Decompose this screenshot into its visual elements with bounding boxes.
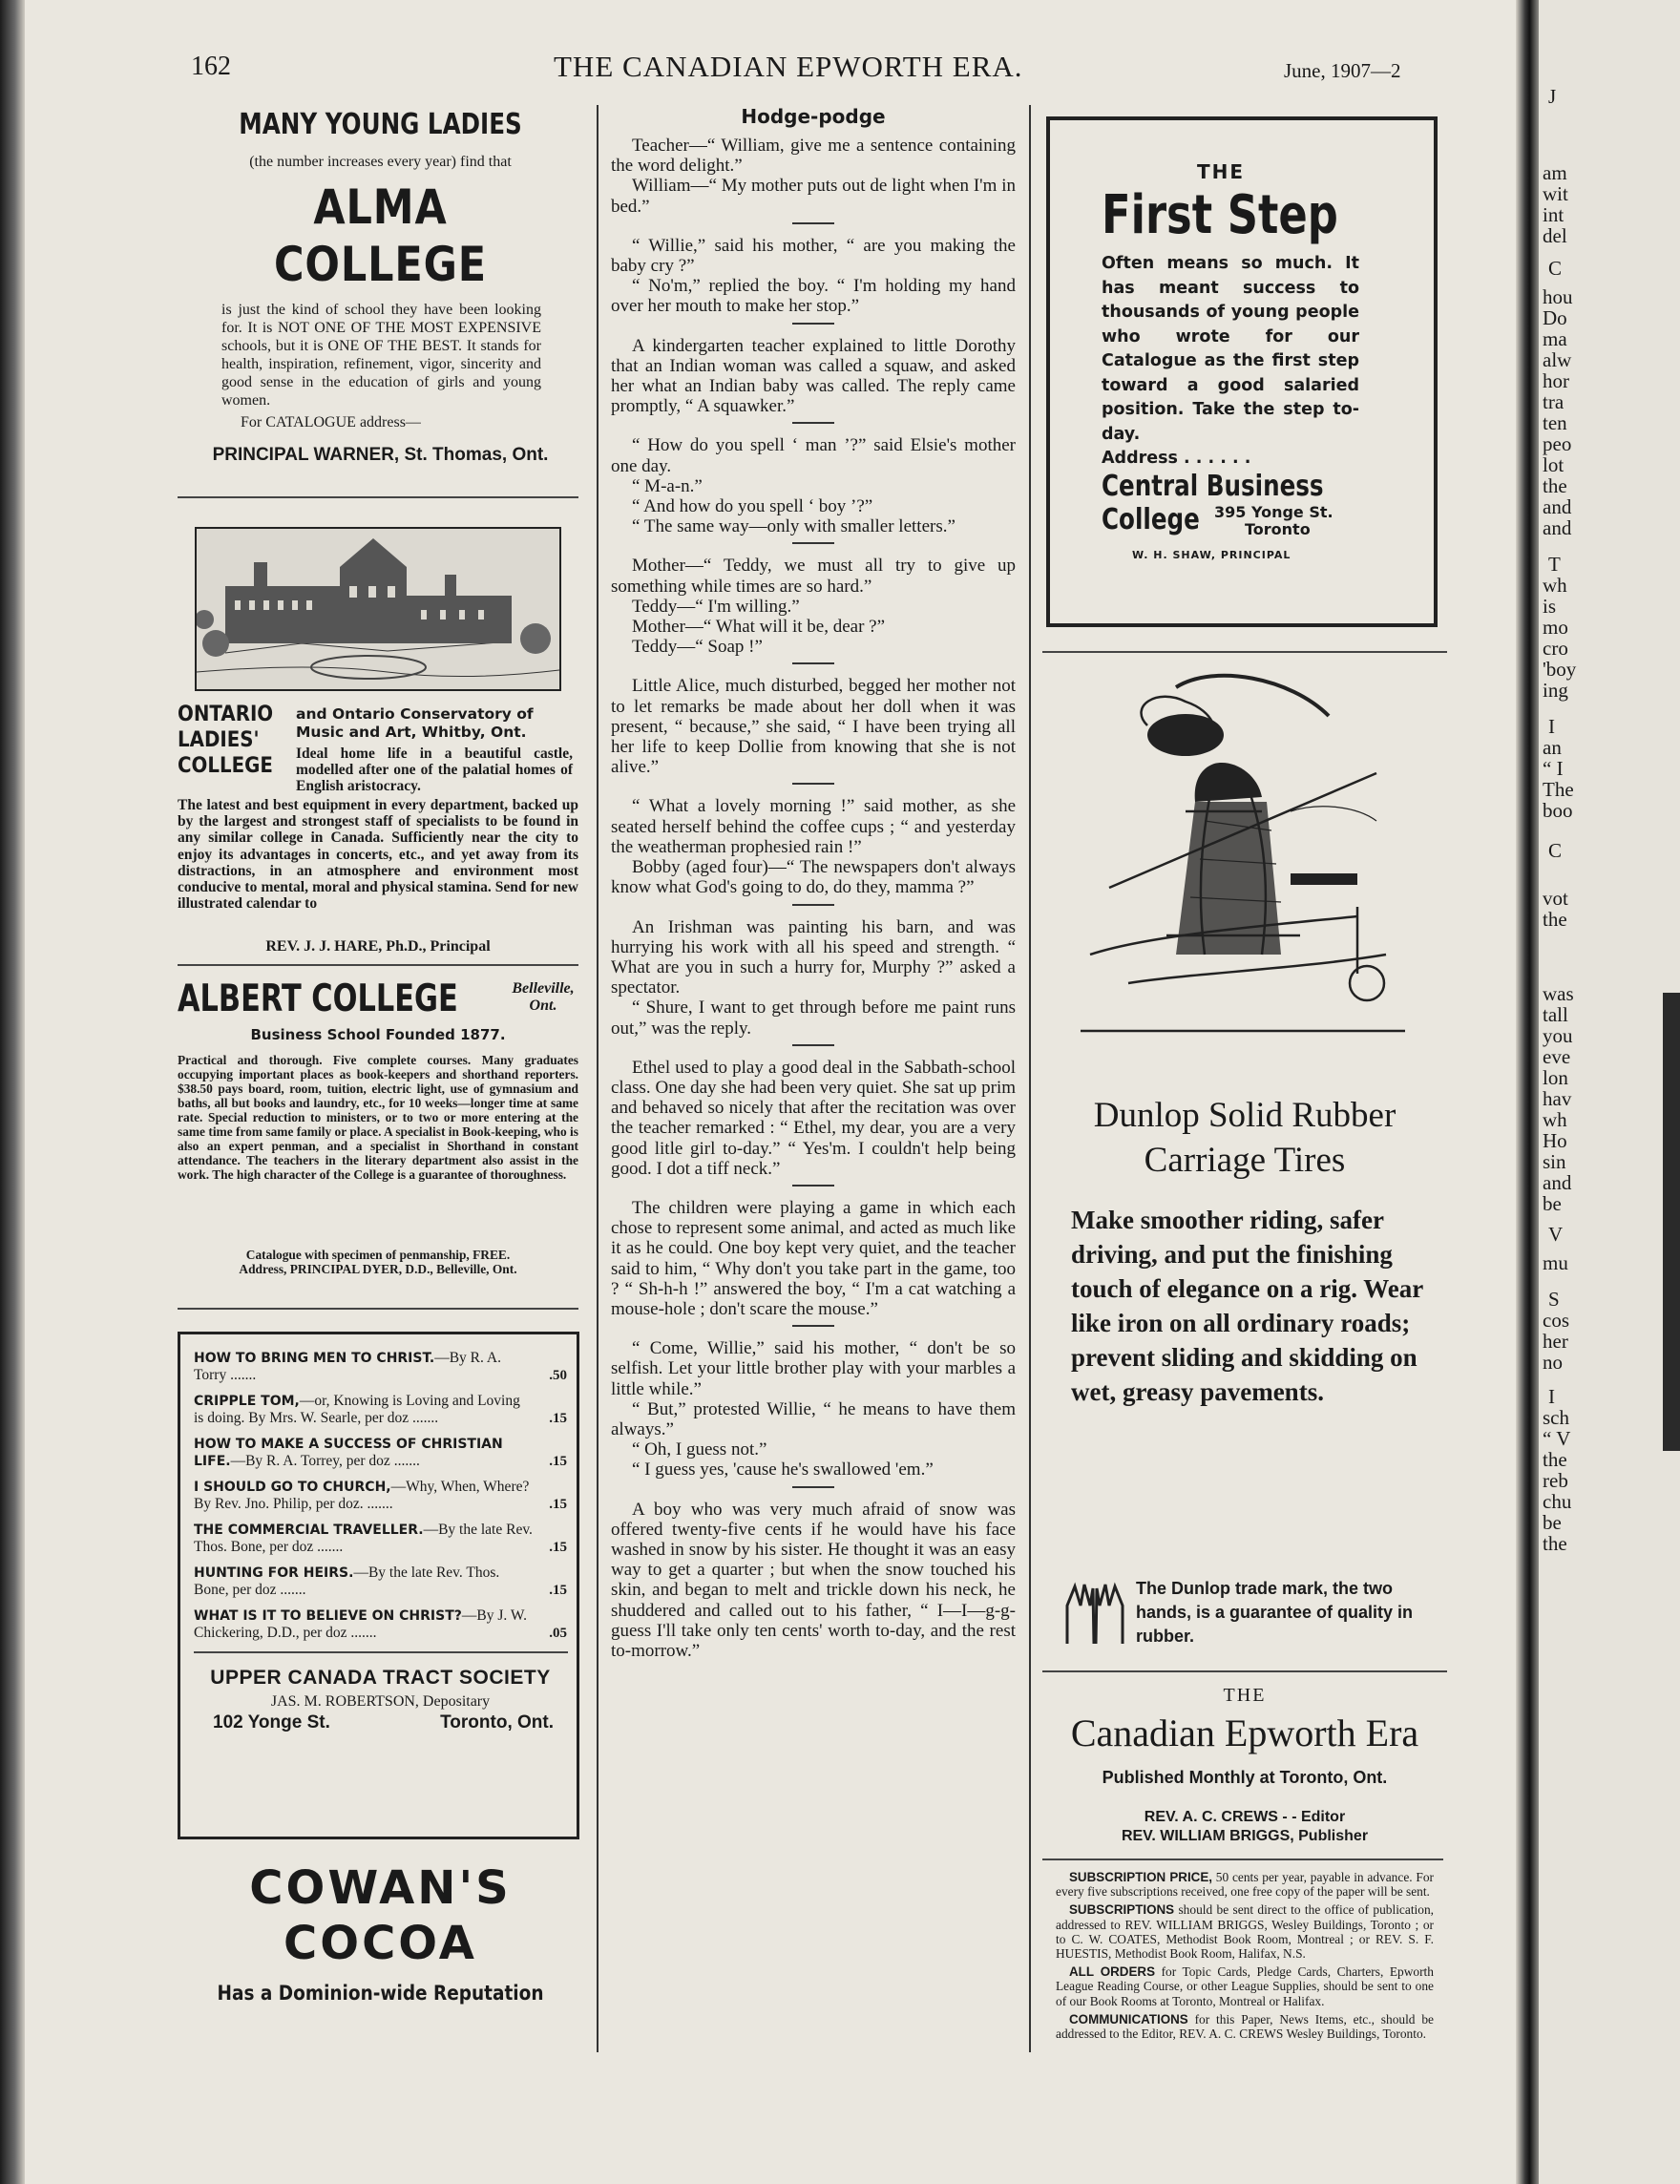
tract-item	[194, 1479, 567, 1513]
joke-paragraph: “ I guess yes, 'cause he's swallowed 'em.”	[632, 1460, 934, 1480]
joke-paragraph: “ Oh, I guess not.”	[632, 1439, 767, 1460]
adjacent-page-text-fragment: tall	[1543, 1003, 1568, 1026]
adjacent-page-text-fragment: I	[1548, 1385, 1555, 1408]
era-fine-print	[1056, 1870, 1434, 2041]
tract-address: 102 Yonge St.	[213, 1712, 330, 1732]
divider	[1042, 651, 1447, 653]
joke-paragraph: Little Alice, much disturbed, begged her mother not to let remarks be made about her doll when it was present, “ because,” she said, “ I have been trying all her life to keep Dollie from knowing that she is not alive.”	[611, 676, 1016, 778]
joke-paragraph: Mother—“ What will it be, dear ?”	[632, 617, 886, 638]
adjacent-page-text-fragment: am	[1543, 161, 1567, 184]
first-step-college2: College	[1102, 503, 1200, 536]
tract-item	[194, 1436, 567, 1470]
tract-depositary: JAS. M. ROBERTSON, Depositary	[270, 1693, 491, 1710]
adjacent-page-text-fragment: Ho	[1543, 1129, 1567, 1152]
two-hands-icon	[1061, 1577, 1128, 1651]
adjacent-page-text-fragment: Do	[1543, 306, 1567, 329]
adjacent-page-photo-edge	[1663, 993, 1680, 1451]
tract-author: —Why, When, Where? By Rev. Jno. Philip, per doz. .......	[194, 1479, 530, 1512]
joke-paragraph: A kindergarten teacher explained to little Dorothy that an Indian woman was called a squaw, and asked her what an Indian baby was called. The reply came promptly, “ A squawker.”	[611, 335, 1016, 417]
adjacent-page-text-fragment: is	[1543, 595, 1557, 618]
adjacent-page-text-fragment: boo	[1543, 799, 1573, 822]
alma-catalogue: For CATALOGUE address—	[241, 414, 421, 430]
hodge-podge-title: Hodge-podge	[741, 105, 886, 128]
adjacent-page-text-fragment: wh	[1543, 1108, 1567, 1131]
ontario-name: ONTARIO LADIES' COLLEGE	[178, 703, 274, 778]
issue-date: June, 1907—2	[1284, 59, 1401, 82]
era-subs-label: SUBSCRIPTIONS	[1069, 1902, 1175, 1918]
alma-name: ALMA COLLEGE	[274, 179, 487, 292]
adjacent-page-text-fragment: you	[1543, 1024, 1573, 1047]
tract-price: .15	[549, 1454, 567, 1469]
adjacent-page-text-fragment: S	[1548, 1288, 1560, 1311]
tract-author: —By R. A. Torrey, per doz .......	[230, 1453, 420, 1469]
joke	[611, 1198, 1016, 1319]
adjacent-page-text-fragment: was	[1543, 982, 1574, 1005]
era-publisher: REV. WILLIAM BRIGGS, Publisher	[1121, 1828, 1369, 1844]
adjacent-page-text-fragment: lot	[1543, 453, 1564, 476]
first-step-the: THE	[1197, 160, 1246, 183]
era-editor: REV. A. C. CREWS - - Editor	[1144, 1809, 1346, 1825]
adjacent-page-text-fragment: be	[1543, 1192, 1562, 1215]
right-binding-shadow	[1516, 0, 1539, 2184]
first-step-body: Often means so much. It has meant success to thousands of young people who wrote for our Catalogue as the first step toward a good salaried position. Take the step to-day.	[1102, 254, 1359, 444]
divider	[178, 964, 578, 966]
hodge-podge-jokes	[611, 136, 1016, 1661]
adjacent-page-text-fragment: be	[1543, 1511, 1562, 1534]
joke-paragraph: Teddy—“ Soap !”	[632, 637, 763, 658]
adjacent-page-text-fragment: peo	[1543, 432, 1572, 455]
ontario-subtitle: and Ontario Conservatory of Music and Art, Whitby, Ont.	[296, 705, 534, 741]
adjacent-page-text-fragment: J	[1548, 85, 1557, 108]
joke-paragraph: Bobby (aged four)—“ The newspapers don't always know what God's going to do, do they, mamma ?”	[611, 857, 1016, 898]
albert-place: Belleville, Ont.	[512, 980, 575, 1014]
tract-author: —By the late Rev. Thos. Bone, per doz .......	[194, 1522, 533, 1555]
era-sub-label: SUBSCRIPTION PRICE,	[1069, 1870, 1212, 1884]
adjacent-page-text-fragment: int	[1543, 203, 1564, 226]
era-published: Published Monthly at Toronto, Ont.	[1102, 1768, 1388, 1787]
dunlop-trademark	[1061, 1577, 1443, 1658]
joke	[611, 1058, 1016, 1179]
masthead: THE CANADIAN EPWORTH ERA.	[554, 50, 1023, 83]
alma-subhead: (the number increases every year) find that	[249, 154, 512, 170]
joke-paragraph: “ Come, Willie,” said his mother, “ don't be so selfish. Let your little brother play with your marbles a little while.”	[611, 1338, 1016, 1399]
adjacent-page-text-fragment: tra	[1543, 390, 1564, 413]
first-step-title: First Step	[1102, 184, 1338, 246]
adjacent-page-text-fragment: and	[1543, 1171, 1572, 1194]
tract-title: HOW TO MAKE A SUCCESS OF CHRISTIAN LIFE.	[194, 1437, 503, 1469]
adjacent-page-text-fragment: alw	[1543, 348, 1572, 371]
joke-paragraph: Ethel used to play a good deal in the Sabbath-school class. One day she had been very quiet. She sat up prim and behaved so nicely that after the recitation was over the teacher remarked : “ Ethel, my dear, you are a very good litle girl to-day.” “ Yes'm. I couldn't help being good. I dot a tiff neck.”	[611, 1057, 1016, 1179]
first-step-ad	[1046, 116, 1438, 627]
albert-body: Practical and thorough. Five complete courses. Many graduates occupying important places as book-keepers and shorthand reporters. $38.50 pays board, room, tuition, electric light, use of gymnasium and baths, all but books and laundry, etc., for 10 weeks—longer time at same rate. Special reduction to ministers, or to two or more entering at the same time from same family or place. A specialist in Book-keeping, who is also an expert penman, and a specialist in Shorthand in constant attendance. The teachers in the literary department also assist in the work. The high character of the College is a guarantee of thoroughness.	[178, 1053, 578, 1182]
era-orders-text: for Topic Cards, Pledge Cards, Charters, Epworth League Reading Course, or other League Supplies, should be sent to one of our Book Rooms at Toronto, Montreal or Halifax.	[1056, 1964, 1434, 2008]
joke	[611, 676, 1016, 777]
adjacent-page-text-fragment: cro	[1543, 637, 1568, 660]
era-comm-label: COMMUNICATIONS	[1069, 2011, 1188, 2026]
hodge-podge-column	[611, 105, 1016, 1661]
tract-author: —By the late Rev. Thos. Bone, per doz .......	[194, 1564, 500, 1598]
era-sub-text: 50 cents per year, payable in advance. For every five subscriptions received, one free copy of the paper will be sent.	[1056, 1870, 1434, 1900]
adjacent-page-text-fragment: C	[1548, 257, 1563, 280]
dunlop-heading-line1: Dunlop Solid Rubber	[1093, 1096, 1396, 1135]
tract-author: —or, Knowing is Loving and Loving is doing. By Mrs. W. Searle, per doz .......	[194, 1393, 520, 1426]
adjacent-page-text-fragment: sch	[1543, 1406, 1569, 1429]
dunlop-heading-line2: Carriage Tires	[1144, 1141, 1346, 1180]
joke-separator	[792, 542, 834, 544]
adjacent-page-text-fragment: “ V	[1543, 1427, 1571, 1450]
joke-separator	[792, 222, 834, 224]
adjacent-page-text-fragment: sin	[1543, 1150, 1566, 1173]
first-step-principal: W. H. SHAW, PRINCIPAL	[1132, 549, 1292, 561]
joke-paragraph: “ What a lovely morning !” said mother, as she seated herself behind the coffee cups ; “ and yesterday the weatherman prophesied rain !”	[611, 796, 1016, 857]
divider	[178, 496, 578, 498]
adjacent-page-text-fragment: wh	[1543, 574, 1567, 597]
cowan-tagline: Has a Dominion-wide Reputation	[217, 1982, 544, 2005]
joke-paragraph: Mother—“ Teddy, we must all try to give up something while times are so hard.”	[611, 556, 1016, 597]
adjacent-page-text-fragment: mo	[1543, 616, 1568, 639]
adjacent-page-text-fragment: eve	[1543, 1045, 1571, 1068]
tract-price: .15	[549, 1497, 567, 1512]
ontario-contact: REV. J. J. HARE, Ph.D., Principal	[265, 938, 491, 955]
adjacent-page-text-fragment: I	[1548, 715, 1555, 738]
adjacent-page-text-fragment: hor	[1543, 369, 1569, 392]
joke-paragraph: The children were playing a game in which each chose to represent some animal, and acted as much like it as he could. One boy kept very quiet, and the teacher said to him, “ Why don't you take part in the game, too ? “ Sh-h-h !” answered the boy, “ I'm a cat watching a mouse-hole ; don't scare the mouse.”	[611, 1197, 1016, 1319]
joke	[611, 136, 1016, 217]
alma-body: is just the kind of school they have been looking for. It is NOT ONE OF THE MOST EXPENSIVE schools, but it is ONE OF THE BEST. It stands for health, inspiration, refinement, vigor, sincerity and good sense in the education of girls and young women.	[221, 302, 541, 409]
adjacent-page-text-fragment: 'boy	[1543, 658, 1577, 681]
adjacent-page-text-fragment: the	[1543, 474, 1567, 497]
joke	[611, 1338, 1016, 1480]
adjacent-page-text-fragment: an	[1543, 736, 1562, 759]
era-the: THE	[1223, 1685, 1267, 1706]
dunlop-carriage-illustration	[1071, 668, 1415, 1050]
joke-paragraph: Teddy—“ I'm willing.”	[632, 596, 800, 617]
joke-paragraph: William—“ My mother puts out de light when I'm in bed.”	[611, 176, 1016, 217]
adjacent-page-text-fragment: T	[1548, 553, 1561, 576]
tract-title: HUNTING FOR HEIRS.	[194, 1565, 354, 1581]
alma-contact: PRINCIPAL WARNER, St. Thomas, Ont.	[212, 445, 549, 465]
joke	[611, 435, 1016, 536]
joke	[611, 236, 1016, 317]
cowan-line1: COWAN'S	[249, 1861, 512, 1915]
tract-item	[194, 1607, 567, 1642]
joke-paragraph: “ M-a-n.”	[632, 475, 703, 496]
adjacent-page-text-fragment: reb	[1543, 1469, 1568, 1492]
adjacent-page-text-fragment: del	[1543, 224, 1567, 247]
joke-paragraph: “ No'm,” replied the boy. “ I'm holding my hand over her mouth to make her stop.”	[611, 276, 1016, 317]
alma-college-ad	[178, 105, 583, 466]
adjacent-page-fragment	[1539, 0, 1680, 2184]
tract-author: —By J. W. Chickering, D.D., per doz .......	[194, 1607, 527, 1641]
adjacent-page-text-fragment: the	[1543, 1448, 1567, 1471]
joke	[611, 796, 1016, 897]
joke-separator	[792, 323, 834, 325]
tract-item	[194, 1393, 567, 1427]
joke-paragraph: “ And how do you spell ‘ boy ’?”	[632, 496, 873, 517]
first-step-address-label: Address . . . . . .	[1102, 449, 1251, 468]
adjacent-page-text-fragment: hou	[1543, 285, 1573, 308]
adjacent-page-text-fragment: no	[1543, 1351, 1563, 1374]
joke-paragraph: An Irishman was painting his barn, and was hurrying his work with all his speed and strength. “ What are you in such a hurry for, Murphy ?” asked a spectator.	[611, 916, 1016, 998]
joke-paragraph: “ How do you spell ‘ man ’?” said Elsie's mother one day.	[611, 435, 1016, 476]
tract-title: CRIPPLE TOM,	[194, 1394, 300, 1409]
joke-paragraph: “ But,” protested Willie, “ he means to have them always.”	[611, 1398, 1016, 1439]
albert-contact: Address, PRINCIPAL DYER, D.D., Belleville, Ont.	[239, 1262, 517, 1276]
dunlop-body: Make smoother riding, safer driving, and put the finishing touch of elegance on a rig. Wear like iron on all ordinary roads; prevent sliding and skidding on wet, greasy pavements.	[1071, 1206, 1423, 1406]
joke-separator	[792, 662, 834, 664]
tract-title: WHAT IS IT TO BELIEVE ON CHRIST?	[194, 1608, 462, 1624]
divider	[178, 1308, 578, 1310]
tract-list	[194, 1350, 567, 1642]
era-subs-text: should be sent direct to the office of publication, addressed to REV. WILLIAM BRIGGS, Wesley Buildings, Toronto ; or to C. W. COATES, Methodist Book Room, Montreal ; or REV. S. F. HUESTIS, Methodist Book Room, Halifax, N.S.	[1056, 1902, 1435, 1962]
tract-item	[194, 1522, 567, 1556]
tract-society-ad	[178, 1332, 579, 1839]
column-rule-2	[1029, 105, 1031, 2052]
adjacent-page-text-fragment: the	[1543, 1532, 1567, 1555]
adjacent-page-text-fragment: ten	[1543, 411, 1567, 434]
first-step-street: 395 Yonge St.	[1214, 503, 1334, 521]
tract-price: .50	[549, 1368, 567, 1383]
castle-building-illustration	[197, 529, 559, 689]
divider	[1042, 1858, 1443, 1860]
adjacent-page-text-fragment: ma	[1543, 327, 1567, 350]
adjacent-page-text-fragment: the	[1543, 908, 1567, 931]
tract-item	[194, 1350, 567, 1384]
albert-catalogue: Catalogue with specimen of penmanship, FREE.	[245, 1248, 511, 1262]
dunlop-heading	[1042, 1093, 1447, 1183]
adjacent-page-text-fragment: V	[1548, 1223, 1564, 1246]
joke-paragraph: Teacher—“ William, give me a sentence containing the word delight.”	[611, 136, 1016, 177]
joke	[611, 556, 1016, 657]
tract-price: .15	[549, 1540, 567, 1555]
adjacent-page-text-fragment: “ I	[1543, 757, 1564, 780]
first-step-college: Central Business	[1102, 470, 1324, 503]
tract-price: .15	[549, 1411, 567, 1426]
era-comm-text: for this Paper, News Items, etc., should be addressed to the Editor, REV. A. C. CREWS Wesley Buildings, Toronto.	[1056, 2011, 1434, 2042]
adjacent-page-text-fragment: chu	[1543, 1490, 1572, 1513]
adjacent-page-text-fragment: lon	[1543, 1066, 1568, 1089]
adjacent-page-text-fragment: and	[1543, 516, 1572, 539]
adjacent-page-text-fragment: mu	[1543, 1251, 1568, 1274]
tract-author: —By R. A. Torry .......	[194, 1350, 501, 1383]
adjacent-page-text-fragment: vot	[1543, 887, 1568, 910]
tract-price: .05	[549, 1626, 567, 1641]
joke-separator	[792, 783, 834, 785]
albert-name: ALBERT COLLEGE	[178, 977, 458, 1020]
cowans-cocoa-ad	[178, 1861, 583, 2005]
joke-separator	[792, 1486, 834, 1488]
ontario-body: The latest and best equipment in every department, backed up by the largest and strongest staff of specialists to be found in any similar college in Canada. Sufficiently near the city to enjoy its advantages in concerts, etc., and yet away from its distractions, in an atmosphere and environment most conducive to mental, moral and physical stamina. Send for new illustrated calendar to	[178, 797, 578, 913]
joke-separator	[792, 1185, 834, 1186]
tract-title: I SHOULD GO TO CHURCH,	[194, 1480, 391, 1495]
adjacent-page-text-fragment: cos	[1543, 1309, 1569, 1332]
adjacent-page-text-fragment: C	[1548, 839, 1563, 862]
tract-society-name: UPPER CANADA TRACT SOCIETY	[210, 1667, 551, 1689]
woman-driving-carriage-drawing	[1071, 668, 1415, 1050]
dunlop-trademark-text: The Dunlop trade mark, the two hands, is a guarantee of quality in rubber.	[1136, 1579, 1414, 1646]
tract-title: HOW TO BRING MEN TO CHRIST.	[194, 1351, 435, 1366]
joke	[611, 917, 1016, 1039]
joke-separator	[792, 1325, 834, 1327]
joke-separator	[792, 422, 834, 424]
alma-headline: MANY YOUNG LADIES	[239, 108, 522, 141]
ontario-tagline: Ideal home life in a beautiful castle, modelled after one of the palatial homes of English aristocracy.	[296, 746, 573, 794]
left-binding-shadow	[0, 0, 25, 2184]
adjacent-page-text-fragment: her	[1543, 1330, 1568, 1353]
joke-separator	[792, 904, 834, 906]
cowan-line2: COCOA	[284, 1917, 477, 1970]
adjacent-page-text-fragment: hav	[1543, 1087, 1572, 1110]
joke-paragraph: “ The same way—only with smaller letters.”	[632, 516, 956, 537]
joke	[611, 1500, 1016, 1662]
joke-paragraph: A boy who was very much afraid of snow was offered twenty-five cents if he would have his face washed in snow by his sister. He thought it was an easy way to get a quarter ; but when the snow touched his skin, and began to melt and trickle down his neck, he shuddered and called out to his father, “ I—I—g-g-guess I'll take only ten cents' worth to-day, and the rest to-morrow.”	[611, 1499, 1016, 1661]
joke-separator	[792, 1044, 834, 1046]
joke-paragraph: “ Willie,” said his mother, “ are you making the baby cry ?”	[611, 235, 1016, 277]
column-rule-1	[597, 105, 598, 2052]
divider	[194, 1651, 568, 1653]
page-number: 162	[191, 52, 231, 81]
tract-city: Toronto, Ont.	[440, 1712, 554, 1732]
era-orders-label: ALL ORDERS	[1069, 1964, 1155, 1980]
tract-price: .15	[549, 1583, 567, 1598]
tract-item	[194, 1564, 567, 1599]
adjacent-page-text-fragment: and	[1543, 495, 1572, 518]
first-step-city: Toronto	[1245, 520, 1311, 538]
adjacent-page-text-fragment: wit	[1543, 182, 1568, 205]
adjacent-page-text-fragment: The	[1543, 778, 1574, 801]
joke-paragraph: “ Shure, I want to get through before me paint runs out,” was the reply.	[611, 998, 1016, 1039]
adjacent-page-text-fragment: ing	[1543, 679, 1568, 702]
tract-title: THE COMMERCIAL TRAVELLER.	[194, 1522, 424, 1538]
joke	[611, 336, 1016, 417]
albert-founded: Business School Founded 1877.	[250, 1026, 506, 1043]
divider	[1042, 1670, 1447, 1672]
epworth-era-masthead-box	[1042, 1685, 1447, 2041]
era-title: Canadian Epworth Era	[1070, 1712, 1419, 1754]
ontario-college-engraving	[195, 527, 561, 691]
